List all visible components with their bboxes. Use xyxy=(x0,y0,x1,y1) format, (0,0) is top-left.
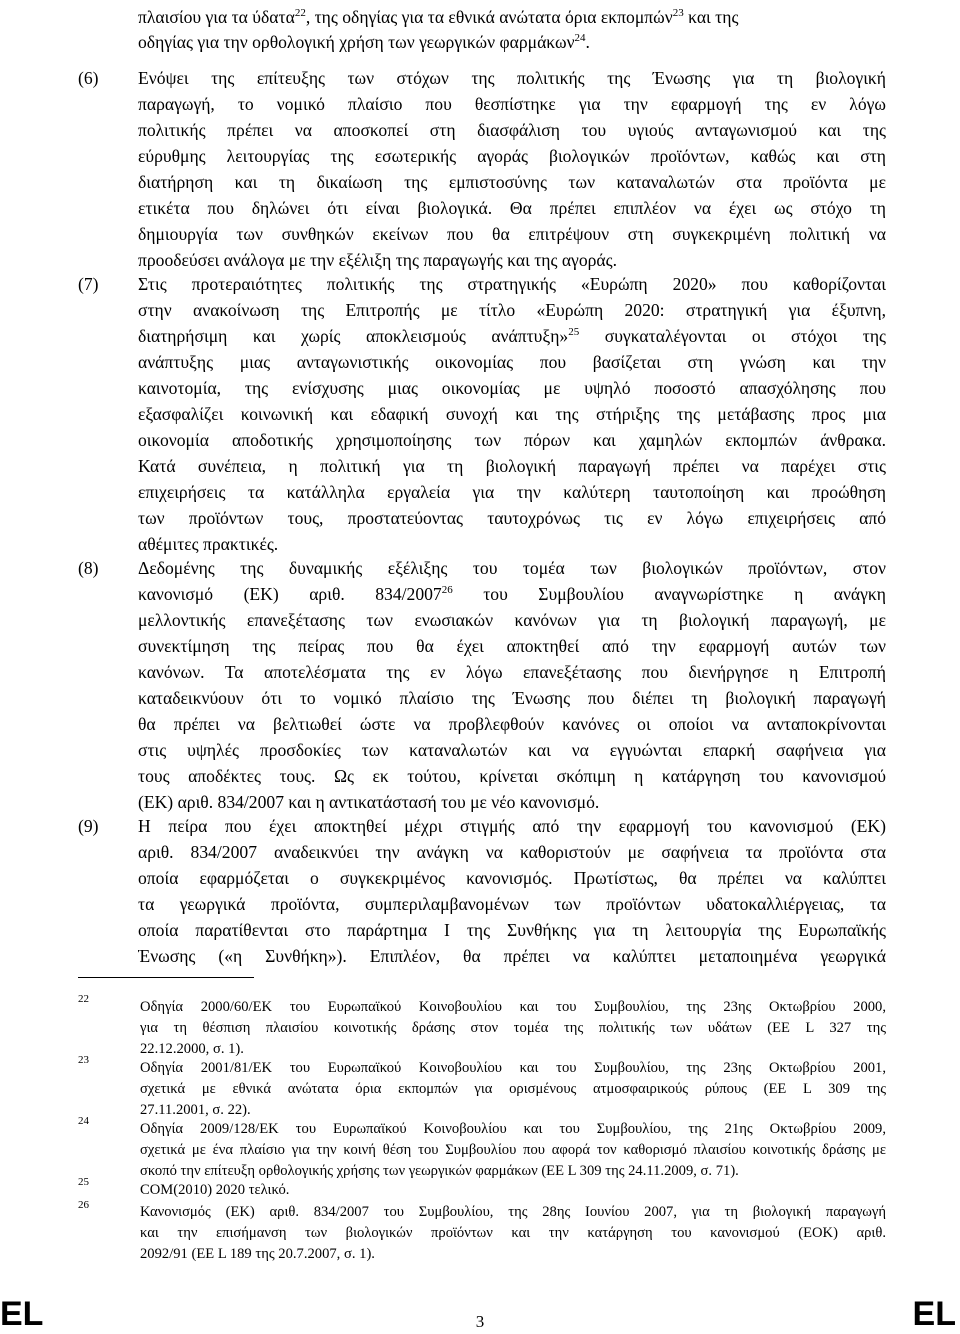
language-code-right: EL xyxy=(912,1295,956,1333)
paragraph-number: (6) xyxy=(78,68,99,88)
paragraph-line: επιχειρήσεις τα κατάλληλα εργαλεία για την καλύτερη ταυτοποίηση και προώθηση xyxy=(138,482,886,502)
paragraph-line: διατήρηση και τη δικαίωση της εμπιστοσύνης των καταναλωτών στα προϊόντα με xyxy=(138,172,886,192)
footnote-line: Οδηγία 2000/60/ΕΚ του Ευρωπαϊκού Κοινοβουλίου και του Συμβουλίου, της 23ης Οκτωβρίου 2000, xyxy=(140,999,886,1015)
text: , της οδηγίας για τα εθνικά ανώτατα όρια εκπομπών xyxy=(305,7,673,27)
footnote-line: 22.12.2000, σ. 1). xyxy=(140,1041,244,1057)
text: πλαισίου για τα ύδατα xyxy=(138,7,295,27)
paragraph-line: οποία εφαρμόζεται ο συγκεκριμένος κανονισμός. Πρωτίστως, θα πρέπει να καλύπτει xyxy=(138,868,886,888)
footnote-line: COM(2010) 2020 τελικό. xyxy=(140,1182,290,1198)
paragraph-line xyxy=(138,581,886,607)
text: και της xyxy=(683,7,739,27)
paragraph-line: Ενόψει της επίτευξης των στόχων της πολιτικής της Ένωσης για τη βιολογική xyxy=(138,68,886,88)
paragraph-line: μελλοντικής επανεξέτασης των ενωσιακών κανόνων για τη βιολογική παραγωγή, με xyxy=(138,610,886,630)
text: οδηγίας για την ορθολογική χρήση των γεωργικών φαρμάκων xyxy=(138,32,575,52)
paragraph-line: στις υψηλές προσδοκίες των καταναλωτών και να εγγυώνται επαρκή σαφήνεια για xyxy=(138,740,886,760)
paragraph-line: καταδεικνύουν ότι το νομικό πλαίσιο της Ένωσης που διέπει τη βιολογική παραγωγή xyxy=(138,688,886,708)
text: διατηρήσιμη και χωρίς αποκλεισμούς ανάπτυξη» xyxy=(138,326,569,346)
paragraph-line: αριθ. 834/2007 αναδεικνύει την ανάγκη να καθοριστούν με σαφήνεια τα προϊόντα στα xyxy=(138,842,886,862)
paragraph-line: (ΕΚ) αριθ. 834/2007 και η αντικατάστασή του με νέο κανονισμό. xyxy=(138,792,600,812)
footnote-line: για τη θέσπιση πλαισίου κοινοτικής δράσης στον τομέα της πολιτικής των υδάτων (ΕΕ L 327 της xyxy=(140,1020,886,1036)
footnote-number: 26 xyxy=(78,1199,89,1211)
paragraph-line: Στις προτεραιότητες πολιτικής της στρατηγικής «Ευρώπη 2020» που καθορίζονται xyxy=(138,274,886,294)
paragraph-number: (7) xyxy=(78,274,99,294)
footnote-number: 23 xyxy=(78,1054,89,1066)
footnote-ref[interactable]: 26 xyxy=(441,584,453,597)
footnote-ref[interactable]: 24 xyxy=(574,32,586,45)
footnote-line: σχετικά με ένα πλαίσιο για την κοινή θέση του Συμβουλίου που αφορά τον καθορισμό πλαισίου κοινοτικής δράσης με xyxy=(140,1142,886,1158)
paragraph-line: των προϊόντων τους, προστατεύοντας ταυτοχρόνως τις εν λόγω επιχειρήσεις από xyxy=(138,508,886,528)
continuation-line-1 xyxy=(138,4,886,30)
footnote-line: Οδηγία 2009/128/ΕΚ του Ευρωπαϊκού Κοινοβουλίου και του Συμβουλίου, της 21ης Οκτωβρίου 2009, xyxy=(140,1121,886,1137)
page-number: 3 xyxy=(475,1312,485,1331)
paragraph-line: Κατά συνέπεια, η πολιτική για τη βιολογική παραγωγή πρέπει να παρέχει στις xyxy=(138,456,886,476)
paragraph-line: πολιτικής πρέπει να αποσκοπεί στη διασφάλιση του υγιούς ανταγωνισμού και της xyxy=(138,120,886,140)
paragraph-number: (9) xyxy=(78,816,99,836)
paragraph-line: ανάπτυξης μιας ανταγωνιστικής οικονομίας που βασίζεται στη γνώση και την xyxy=(138,352,886,372)
footnote-line: Κανονισμός (ΕΚ) αριθ. 834/2007 του Συμβουλίου, της 28ης Ιουνίου 2007, για τη βιολογική παραγωγή xyxy=(140,1204,886,1220)
footnote-line: 2092/91 (ΕΕ L 189 της 20.7.2007, σ. 1). xyxy=(140,1246,375,1262)
paragraph-line: καινοτομία, της ενίσχυσης μιας οικονομίας με υψηλό ποσοστό απασχόλησης που xyxy=(138,378,886,398)
language-code-left: EL xyxy=(0,1295,44,1333)
paragraph-line: εξασφαλίζει κοινωνική και εδαφική συνοχή και της στήριξης της μετάβασης προς μια xyxy=(138,404,886,424)
footnote-line: σκοπό την επίτευξη ορθολογικής χρήσης των γεωργικών φαρμάκων (ΕΕ L 309 της 24.11.2009, σ. 71). xyxy=(140,1163,739,1179)
paragraph-line: αθέμιτες πρακτικές. xyxy=(138,534,279,554)
paragraph-line: στην ανακοίνωση της Επιτροπής με τίτλο «Ευρώπη 2020: στρατηγική για έξυπνη, xyxy=(138,300,886,320)
paragraph-number: (8) xyxy=(78,558,99,578)
footnote-ref[interactable]: 25 xyxy=(568,326,580,339)
paragraph-line xyxy=(138,323,886,349)
footnote-number: 24 xyxy=(78,1115,89,1127)
paragraph-line: προοδεύσει ανάλογα με την εξέλιξη της παραγωγής και της αγοράς. xyxy=(138,250,617,270)
continuation-line-2 xyxy=(138,29,886,55)
paragraph-line: οικονομία αποδοτικής χρησιμοποίησης των πόρων και χαμηλών εκπομπών άνθρακα. xyxy=(138,430,886,450)
footnote-separator xyxy=(78,977,254,978)
paragraph-line: οποία παρατίθενται στο παράρτημα Ι της Συνθήκης για τη λειτουργία της Ευρωπαϊκής xyxy=(138,920,886,940)
text: συγκαταλέγονται οι στόχοι της xyxy=(579,326,886,346)
paragraph-line: δημιουργία των συνθηκών εκείνων που θα επιτρέψουν στη συγκεκριμένη πολιτική να xyxy=(138,224,886,244)
paragraph-line: κανόνων. Τα αποτελέσματα της εν λόγω επανεξέτασης που διενήργησε η Επιτροπή xyxy=(138,662,886,682)
paragraph-line: τους αποδέκτες τους. Ως εκ τούτου, κρίνεται σκόπιμη η κατάργηση του κανονισμού xyxy=(138,766,886,786)
paragraph-line: παραγωγή, το νομικό πλαίσιο που θεσπίστηκε για την εφαρμογή της εν λόγω xyxy=(138,94,886,114)
text: του Συμβουλίου αναγνωρίστηκε η ανάγκη xyxy=(452,584,886,604)
paragraph-line: εύρυθμης λειτουργίας της εσωτερικής αγοράς βιολογικών προϊόντων, καθώς και στη xyxy=(138,146,886,166)
paragraph-line: Δεδομένης της δυναμικής εξέλιξης του τομέα των βιολογικών προϊόντων, στον xyxy=(138,558,886,578)
text: κανονισμό (ΕΚ) αριθ. 834/2007 xyxy=(138,584,442,604)
paragraph-line: ετικέτα που δηλώνει ότι είναι βιολογικά. Θα πρέπει επιπλέον να έχει ως στόχο τη xyxy=(138,198,886,218)
paragraph-line: Ένωσης («η Συνθήκη»). Επιπλέον, θα πρέπει να καλύπτει μεταποιημένα γεωργικά xyxy=(138,946,886,966)
footnote-line: σχετικά με εθνικά ανώτατα όρια εκπομπών για ορισμένους ατμοσφαιρικούς ρύπους (ΕΕ L 309 της xyxy=(140,1081,886,1097)
footnote-line: 27.11.2001, σ. 22). xyxy=(140,1102,251,1118)
paragraph-line: συνεκτίμηση της πείρας που θα έχει αποκτηθεί από την εφαρμογή αυτών των xyxy=(138,636,886,656)
footnote-ref[interactable]: 22 xyxy=(294,7,306,20)
paragraph-line: τα γεωργικά προϊόντα, συμπεριλαμβανομένων των προϊόντων υδατοκαλλιέργειας, τα xyxy=(138,894,886,914)
text: . xyxy=(585,32,590,52)
footnote-number: 22 xyxy=(78,993,89,1005)
paragraph-line: Η πείρα που έχει αποκτηθεί μέχρι στιγμής από την εφαρμογή του κανονισμού (ΕΚ) xyxy=(138,816,886,836)
footnote-line: Οδηγία 2001/81/ΕΚ του Ευρωπαϊκού Κοινοβουλίου και του Συμβουλίου, της 23ης Οκτωβρίου 2001, xyxy=(140,1060,886,1076)
footnote-ref[interactable]: 23 xyxy=(672,7,684,20)
footnote-number: 25 xyxy=(78,1176,89,1188)
footnote-line: και την επισήμανση των βιολογικών προϊόντων και την κατάργηση του κανονισμού (ΕΟΚ) αριθ. xyxy=(140,1225,886,1241)
paragraph-line: θα πρέπει να βελτιωθεί ώστε να προβλεφθούν κανόνες οι οποίοι να ανταποκρίνονται xyxy=(138,714,886,734)
